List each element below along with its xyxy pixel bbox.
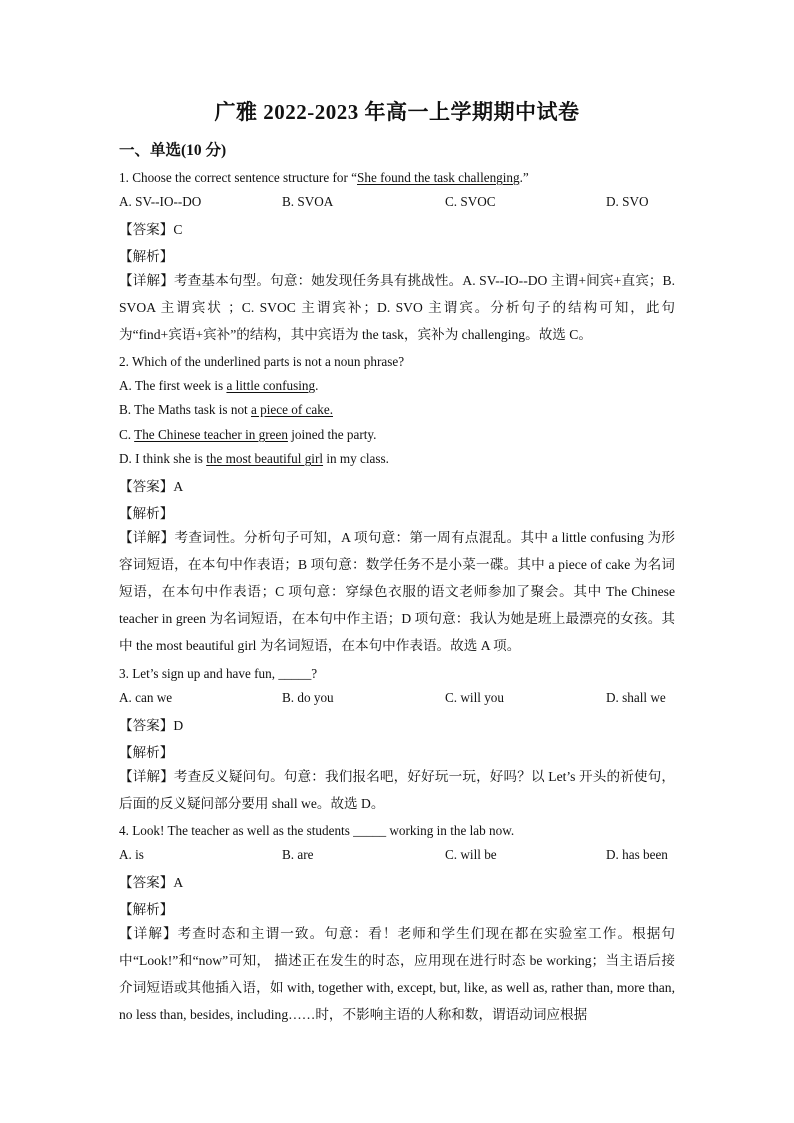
question-2-option-d — [119, 451, 389, 467]
question-1-stem — [119, 170, 529, 186]
question-2-detail: 【详解】考查词性。分析句子可知，A 项句意：第一周有点混乱。其中 a little confusing 为形容词短语，在本句中作表语；B 项句意：数学任务不是小菜一碟。其中 a piece of cake 为名词短语，在本句中作表语；C 项句意：穿绿色衣服的语文老师参加了聚会。其中 The Chinese teacher in green 为名词短语，在本句中作主语；D 项句意：我认为她是班上最漂亮的女孩。其中 the most beautiful girl 为名词短语，在本句中作表语。故选 A 项。 — [119, 530, 675, 653]
question-2-option-a — [119, 378, 318, 394]
question-3-stem: 3. Let’s sign up and have fun, _____? — [119, 666, 318, 681]
section-heading: 一、单选(10 分) — [119, 142, 227, 159]
option-c-end: joined the party. — [287, 427, 377, 442]
question-2-analysis-label: 【解析】 — [119, 506, 174, 521]
option-d-end: in my class. — [323, 451, 389, 466]
question-4-option-d: D. has been — [606, 847, 668, 862]
question-2-answer: 【答案】A — [119, 479, 184, 494]
question-1-stem-text: 1. Choose the correct sentence structure for “ — [119, 170, 358, 185]
question-4-answer: 【答案】A — [119, 875, 184, 890]
option-c-text: C. — [119, 427, 135, 442]
option-b-underlined: a piece of cake. — [251, 402, 333, 417]
question-1-detail: 【详解】考查基本句型。句意：她发现任务具有挑战性。A. SV--IO--DO 主谓+间宾+直宾；B. SVOA 主谓宾状 ；C. SVOC 主谓宾补；D. SVO 主谓宾。分析句子的结构可知，此句为“find+宾语+宾补”的结构，其中宾语为 the task，宾补为 challenging。故选 C。 — [119, 273, 675, 342]
question-1-analysis-label: 【解析】 — [119, 249, 174, 264]
question-4-option-c: C. will be — [445, 847, 497, 862]
question-1-answer: 【答案】C — [119, 222, 183, 237]
question-4-analysis-label: 【解析】 — [119, 902, 174, 917]
option-c-underlined: The Chinese teacher in green — [134, 427, 288, 442]
question-1-option-a: A. SV--IO--DO — [119, 194, 202, 209]
question-2-option-b — [119, 402, 333, 418]
page-title: 广雅 2022-2023 年高一上学期期中试卷 — [214, 100, 580, 124]
question-3-analysis-label: 【解析】 — [119, 745, 174, 760]
option-d-underlined: the most beautiful girl — [206, 451, 324, 466]
option-d-text: D. I think she is — [119, 451, 207, 466]
question-1-option-c: C. SVOC — [445, 194, 496, 209]
question-4-option-b: B. are — [282, 847, 314, 862]
question-1-underlined: She found the task challenging — [357, 170, 520, 185]
question-1-option-d: D. SVO — [606, 194, 649, 209]
question-4-stem: 4. Look! The teacher as well as the students _____ working in the lab now. — [119, 823, 515, 838]
option-b-text: B. The Maths task is not — [119, 402, 251, 417]
option-a-text: A. The first week is — [119, 378, 227, 393]
question-3-option-d: D. shall we — [606, 690, 666, 705]
question-3-option-a: A. can we — [119, 690, 173, 705]
question-2-option-c — [119, 427, 376, 443]
option-a-end: . — [315, 378, 319, 393]
option-a-underlined: a little confusing — [226, 378, 316, 393]
question-4-detail: 【详解】考查时态和主谓一致。句意：看！老师和学生们现在都在实验室工作。根据句中“Look!”和“now”可知， 描述正在发生的时态，应用现在进行时态 be working；当主语后接介词短语或其他插入语，如 with, together with, except, but, like, as well as, rather than, more than, no less than, besides, including……时，不影响主语的人称和数，谓语动词应根据 — [119, 926, 675, 1022]
question-2-stem: 2. Which of the underlined parts is not a noun phrase? — [119, 354, 405, 369]
question-4-option-a: A. is — [119, 847, 144, 862]
question-1-stem-end: .” — [519, 170, 529, 185]
question-1-option-b: B. SVOA — [282, 194, 334, 209]
question-3-answer: 【答案】D — [119, 718, 184, 733]
question-3-option-c: C. will you — [445, 690, 504, 705]
question-3-detail: 【详解】考查反义疑问句。句意：我们报名吧，好好玩一玩，好吗？以 Let’s 开头的祈使句，后面的反义疑问部分要用 shall we。故选 D。 — [119, 769, 675, 811]
question-3-option-b: B. do you — [282, 690, 334, 705]
